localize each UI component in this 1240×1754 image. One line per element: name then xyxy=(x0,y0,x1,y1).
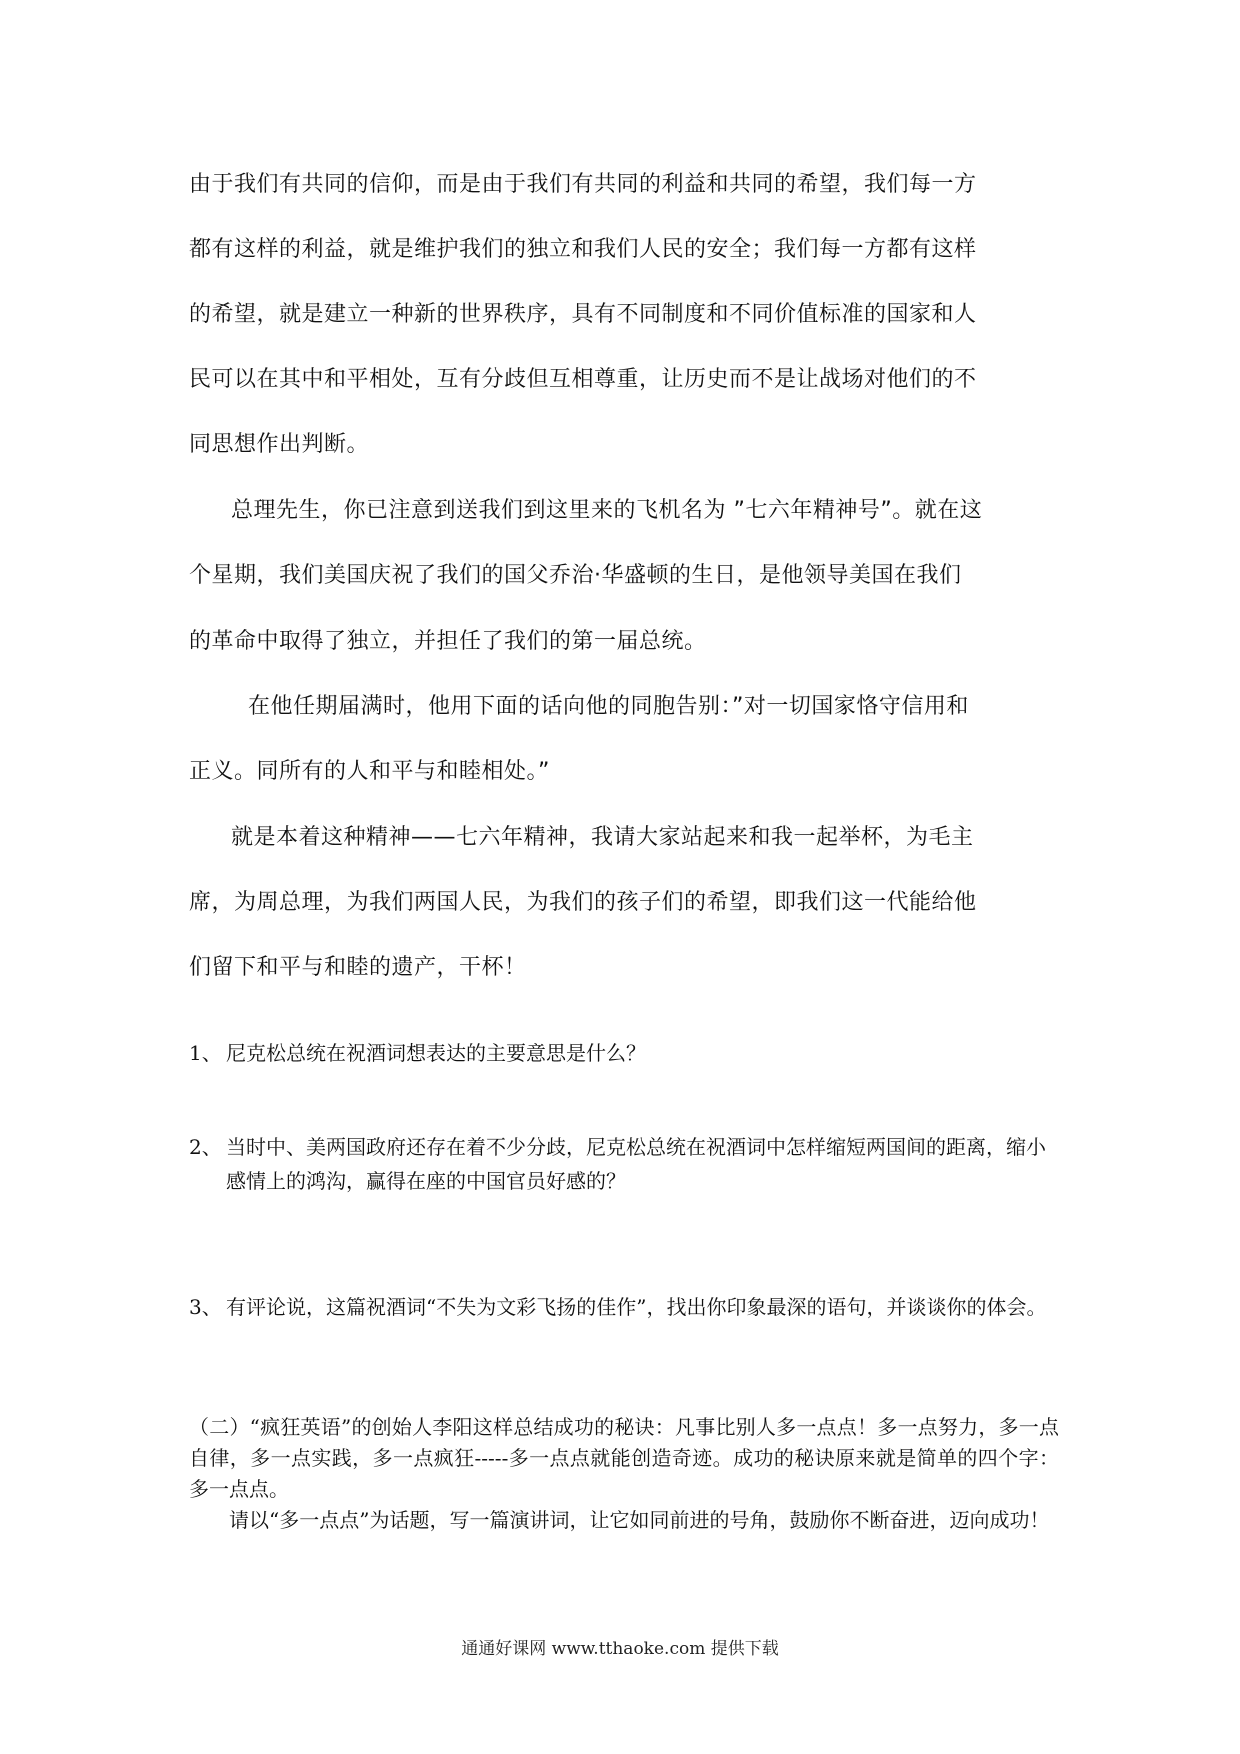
question-text: 当时中、美两国政府还存在着不少分歧，尼克松总统在祝酒词中怎样缩短两国间的距离，缩小感情上的鸿沟，赢得在座的中国官员好感的？ xyxy=(226,1135,1046,1193)
essay-prompt xyxy=(189,1412,1059,1536)
speech-line: 都有这样的利益，就是维护我们的独立和我们人民的安全；我们每一方都有这样 xyxy=(189,237,977,262)
speech-line: 同思想作出判断。 xyxy=(189,432,370,457)
speech-line: 的希望，就是建立一种新的世界秩序，具有不同制度和不同价值标准的国家和人 xyxy=(189,302,977,327)
question-text: 有评论说，这篇祝酒词“不失为文彩飞扬的佳作”，找出你印象最深的语句，并谈谈你的体会。 xyxy=(226,1295,1047,1319)
speech-line: 在他任期届满时，他用下面的话向他的同胞告别：”对一切国家恪守信用和 xyxy=(248,694,969,719)
speech-line: 民可以在其中和平相处，互有分歧但互相尊重，让历史而不是让战场对他们的不 xyxy=(189,367,977,392)
speech-line: 们留下和平与和睦的遗产，干杯！ xyxy=(189,955,527,980)
speech-line: 的革命中取得了独立，并担任了我们的第一届总统。 xyxy=(189,629,707,654)
speech-line: 个星期，我们美国庆祝了我们的国父乔治·华盛顿的生日，是他领导美国在我们 xyxy=(189,563,962,588)
page-footer: 通通好课网 www.tthaoke.com 提供下载 xyxy=(461,1639,779,1659)
question-number: 2、 xyxy=(189,1135,222,1159)
speech-line: 席，为周总理，为我们两国人民，为我们的孩子们的希望，即我们这一代能给他 xyxy=(189,890,977,915)
speech-line: 总理先生，你已注意到送我们到这里来的飞机名为 ”七六年精神号”。就在这 xyxy=(231,498,983,523)
question-text: 尼克松总统在祝酒词想表达的主要意思是什么？ xyxy=(226,1041,646,1065)
essay-intro-paragraph: （二）“疯狂英语”的创始人李阳这样总结成功的秘诀：凡事比别人多一点点！多一点努力，多一点自律，多一点实践，多一点疯狂-----多一点点就能创造奇迹。成功的秘诀原来就是简单的四个字：多一点点。 xyxy=(189,1415,1059,1501)
speech-line: 就是本着这种精神——七六年精神，我请大家站起来和我一起举杯，为毛主 xyxy=(231,825,974,850)
speech-line: 由于我们有共同的信仰，而是由于我们有共同的利益和共同的希望，我们每一方 xyxy=(189,172,977,197)
essay-instruction-paragraph: 请以“多一点点”为话题，写一篇演讲词，让它如同前进的号角，鼓励你不断奋进，迈向成功！ xyxy=(229,1508,1050,1532)
speech-line: 正义。同所有的人和平与和睦相处。” xyxy=(189,759,550,784)
question-number: 1、 xyxy=(189,1041,222,1065)
question-number: 3、 xyxy=(189,1295,222,1319)
